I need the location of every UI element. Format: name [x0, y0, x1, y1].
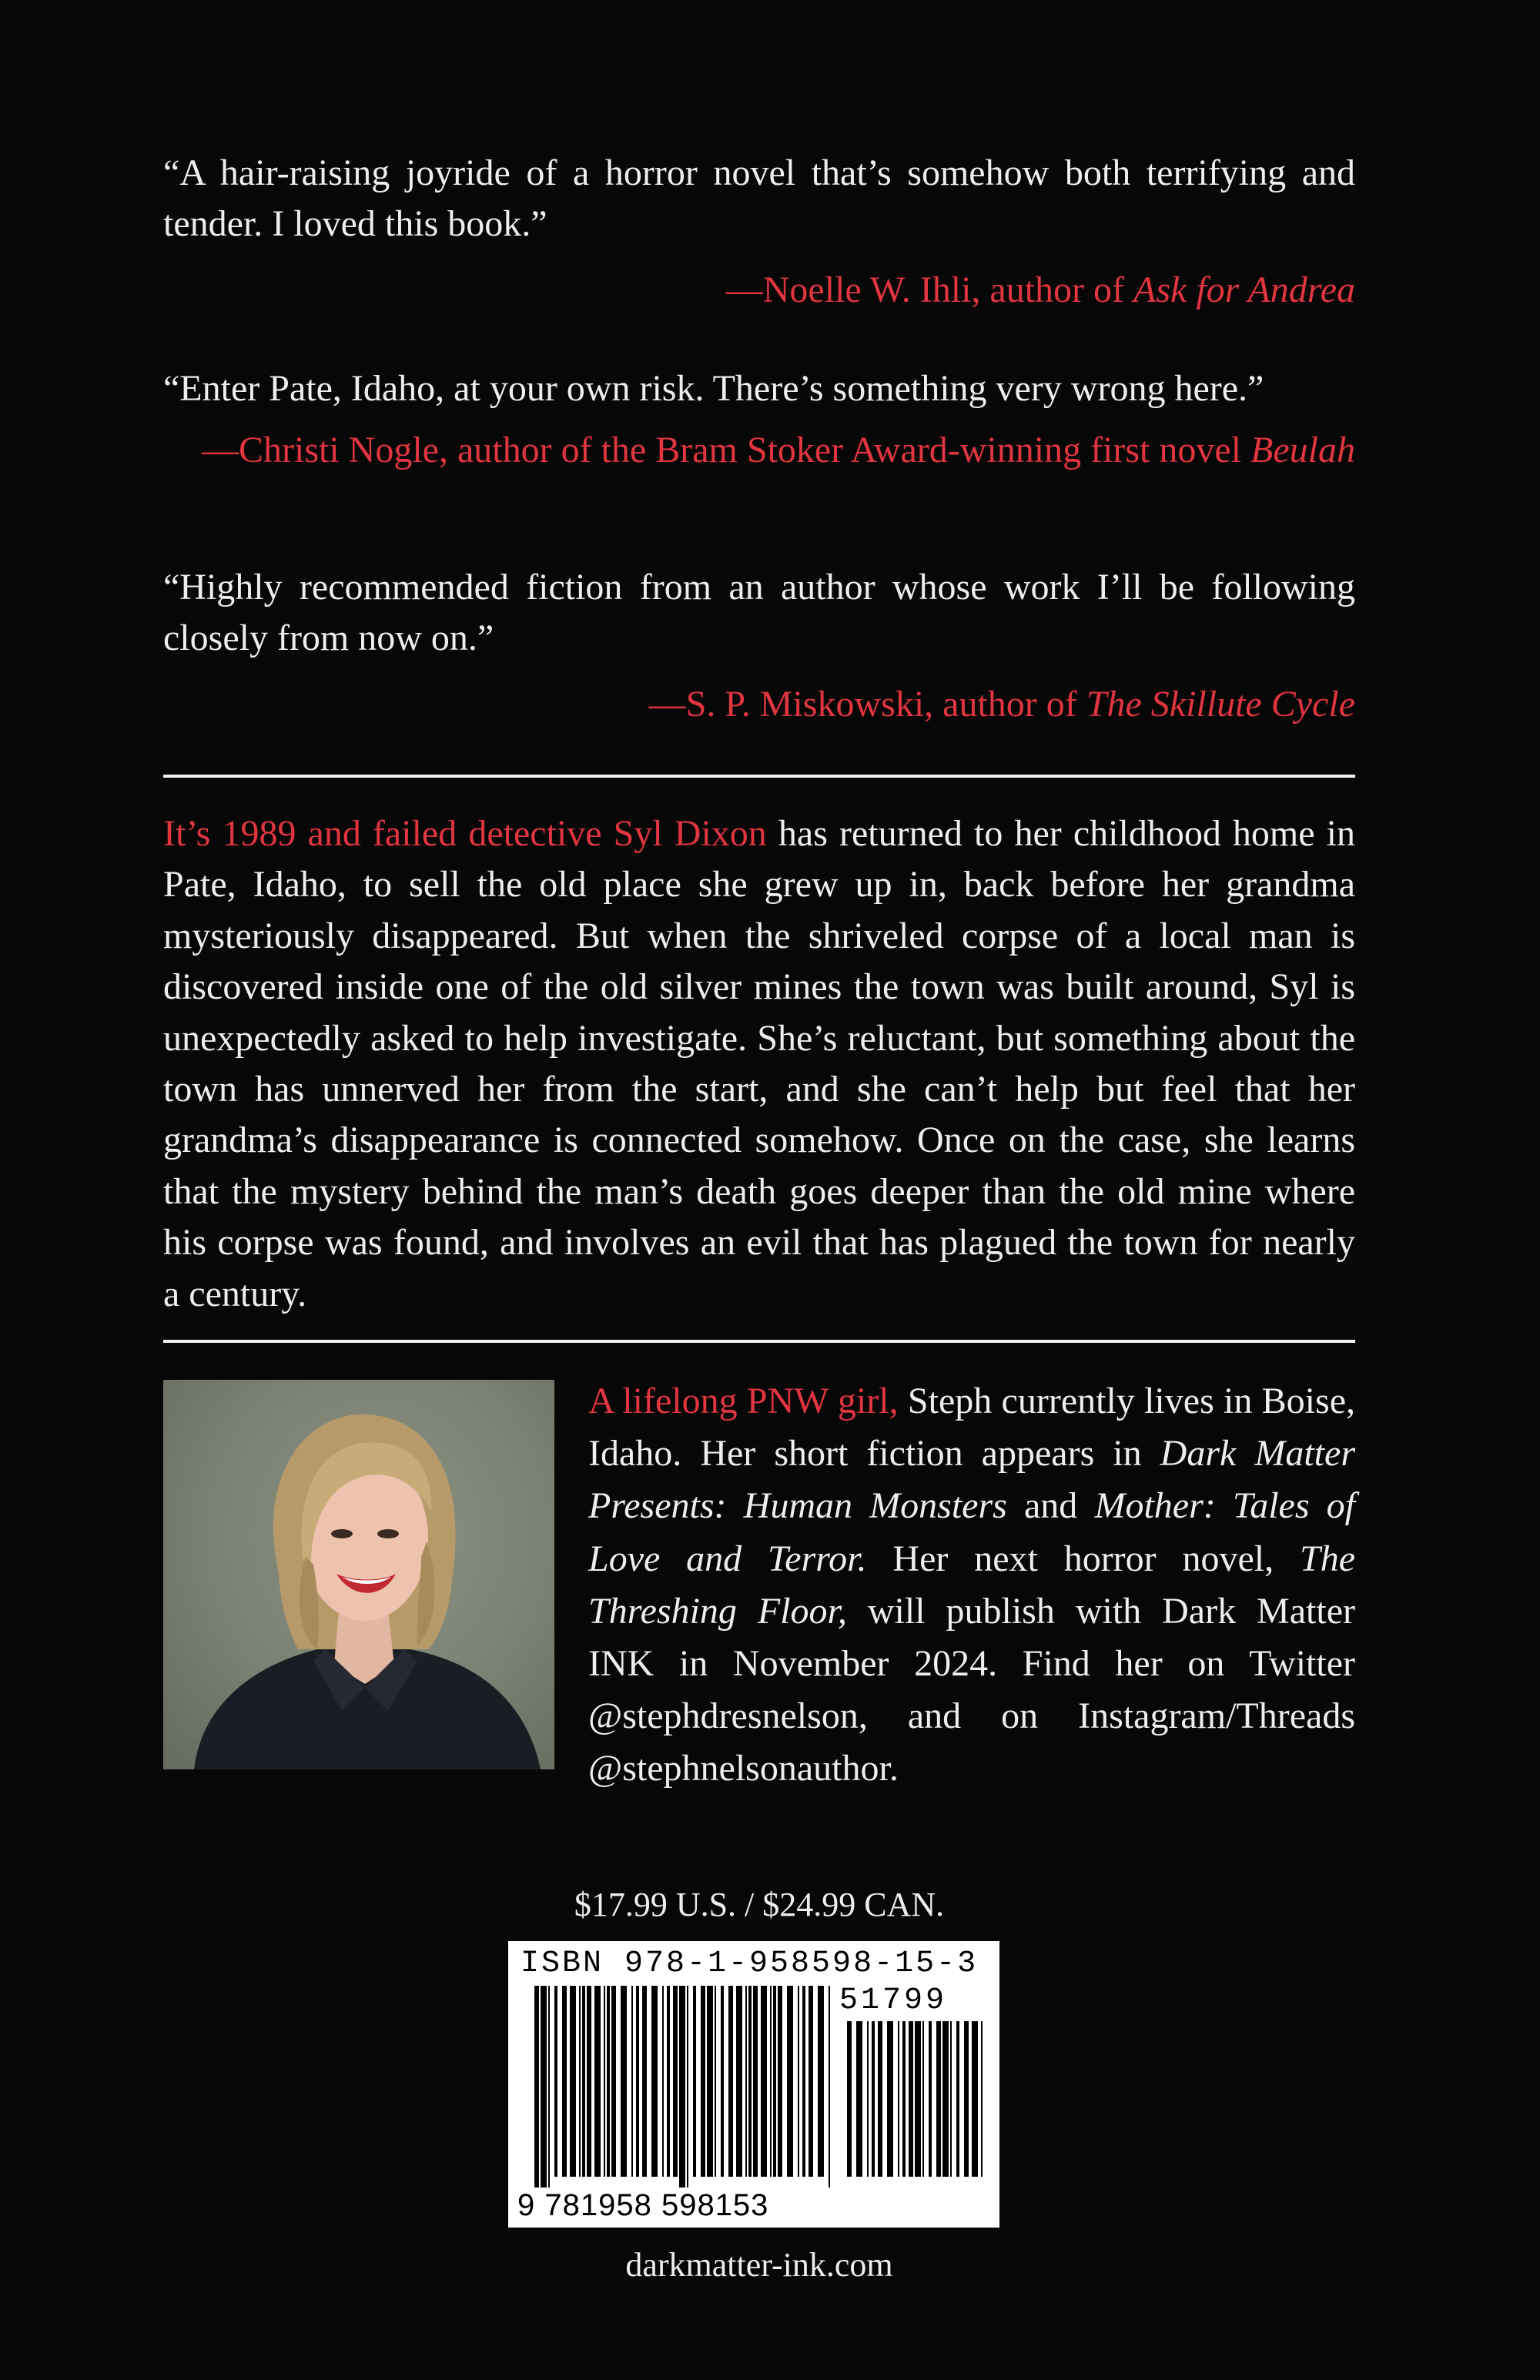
- barcode-bar: [579, 1986, 581, 2177]
- price-label: $17.99 U.S. / $24.99 CAN.: [574, 1886, 945, 1923]
- barcode-bar: [847, 2021, 852, 2177]
- barcode-bar: [798, 1986, 799, 2177]
- bio-lead: A lifelong PNW girl,: [588, 1381, 899, 1421]
- barcode-bar: [604, 1986, 605, 2177]
- barcode-bar: [770, 1986, 772, 2177]
- barcode-bar: [753, 1986, 758, 2177]
- blurb-body: has returned to her childhood home in Pate, Idaho, to sell the old place she grew up in, back before her grandma mysteriously disappeared. But when the shriveled corpse of a local man is discovered inside one of the old silver mines the town was built around, Syl is unexpectedly asked to help investigate. She’s reluctant, but something about the town has unnerved her from the start, and she can’t help but feel that her grandma’s disappearance is connected somehow. Once on the case, she learns that the mystery behind the man’s death goes deeper than the old mine where his corpse was found, and involves an evil that has plagued the town for nearly a century.: [163, 813, 1355, 1314]
- review-quote-3: “Highly recommended fiction from an author whose work I’ll be following closely from now on.”: [163, 567, 1355, 658]
- barcode-bar: [582, 1986, 585, 2177]
- barcode-bar: [936, 2021, 941, 2177]
- barcode-bar: [867, 2021, 869, 2177]
- barcode-bar: [922, 2021, 924, 2177]
- barcode-bar: [878, 2021, 882, 2177]
- barcode-bar: [570, 1986, 576, 2177]
- barcode-bar: [745, 1986, 747, 2177]
- review-attribution-3: —S. P. Miskowski, author of The Skillute Cycle: [648, 684, 1355, 725]
- barcode-bar: [887, 2021, 893, 2177]
- publisher-website: darkmatter-ink.com: [625, 2246, 893, 2284]
- book-blurb: [163, 808, 1355, 1320]
- author-bio: A lifelong PNW girl, Steph currently lives in Boise, Idaho. Her short fiction appears in Dark Matter Presents: Human Monsters and Mother: Tales of Love and Terror. Her next horror novel, The Threshing Floor, will publish with Dark Matter INK in November 2024. Find her on Twitter @stephdresnelson, and on Instagram/Threads @stephnelsonauthor.: [588, 1381, 1356, 1789]
- blurb-lead: It’s 1989 and failed detective Syl Dixon: [163, 813, 767, 854]
- barcode-bar: [956, 2021, 959, 2177]
- barcode-bar: [761, 1986, 767, 2177]
- barcode-bar: [687, 1986, 688, 2188]
- barcode-bar: [651, 1986, 658, 2177]
- barcode-price-code: 51799: [839, 1983, 948, 2018]
- barcode-bar: [972, 2021, 978, 2177]
- review-attribution-2: —Christi Nogle, author of the Bram Stoker Award-winning first novel Beulah: [201, 430, 1355, 470]
- review-attribution-1: —Noelle W. Ihli, author of Ask for Andrea: [725, 269, 1355, 310]
- ean-digits: 9 781958 598153: [517, 2188, 769, 2222]
- barcode-bar: [631, 1986, 633, 2177]
- author-photo: [163, 1380, 554, 1769]
- barcode-bar: [898, 2021, 899, 2177]
- barcode-bar: [534, 1986, 539, 2188]
- barcode-bar: [829, 1986, 830, 2188]
- barcode-bar: [856, 2021, 862, 2177]
- barcode-bar: [541, 1986, 547, 2188]
- barcode-bar: [611, 1986, 616, 2177]
- barcode-bar: [787, 1986, 793, 2177]
- divider-rule: [163, 1340, 1355, 1343]
- barcode-bar: [715, 1986, 716, 2177]
- barcode-bar: [909, 2021, 913, 2177]
- barcode-bar: [587, 1986, 591, 2177]
- barcode-bar: [872, 2021, 875, 2177]
- ean-bars: [534, 1986, 835, 2188]
- barcode-bar: [950, 2021, 952, 2177]
- barcode-bar: [915, 2021, 921, 2177]
- barcode-bar: [562, 1986, 567, 2177]
- review-quote-2: “Enter Pate, Idaho, at your own risk. There’s something very wrong here.”: [163, 368, 1264, 409]
- barcode-bar: [673, 1986, 678, 2177]
- barcode-bar: [679, 1986, 685, 2188]
- barcode-bar: [607, 1986, 610, 2177]
- barcode-bar: [662, 1986, 664, 2177]
- barcode-bar: [636, 1986, 639, 2177]
- barcode-bar: [728, 1986, 733, 2177]
- barcode-bar: [548, 1986, 550, 2188]
- barcode-bar: [808, 1986, 813, 2177]
- barcode-bar: [554, 1986, 557, 2177]
- barcode-bar: [942, 2021, 949, 2177]
- barcode-bar: [818, 1986, 824, 2177]
- barcode-bar: [964, 2021, 969, 2177]
- barcode-bar: [594, 1986, 601, 2177]
- review-quote-1: “A hair-raising joyride of a horror novel that’s somehow both terrifying and tender. I loved this book.”: [163, 152, 1355, 244]
- barcode-bar: [736, 1986, 742, 2177]
- barcode-bar: [778, 1986, 782, 2177]
- barcode-bar: [748, 1986, 752, 2177]
- barcode-bar: [693, 1986, 696, 2177]
- isbn-number: ISBN 978-1-958598-15-3: [521, 1947, 979, 1981]
- barcode-bar: [621, 1986, 627, 2177]
- barcode-bar: [721, 1986, 724, 2177]
- barcode-bar: [642, 1986, 647, 2177]
- barcode-bar: [701, 1986, 705, 2177]
- barcode-bar: [707, 1986, 713, 2177]
- divider-rule: [163, 775, 1355, 778]
- isbn-barcode: [508, 1941, 999, 2228]
- barcode-bar: [667, 1986, 670, 2177]
- barcode-bar: [902, 2021, 906, 2177]
- barcode-bar: [929, 2021, 932, 2177]
- addon-bars: [847, 2021, 986, 2188]
- barcode-bar: [981, 2021, 983, 2177]
- barcode-bar: [802, 1986, 805, 2177]
- barcode-bar: [773, 1986, 776, 2177]
